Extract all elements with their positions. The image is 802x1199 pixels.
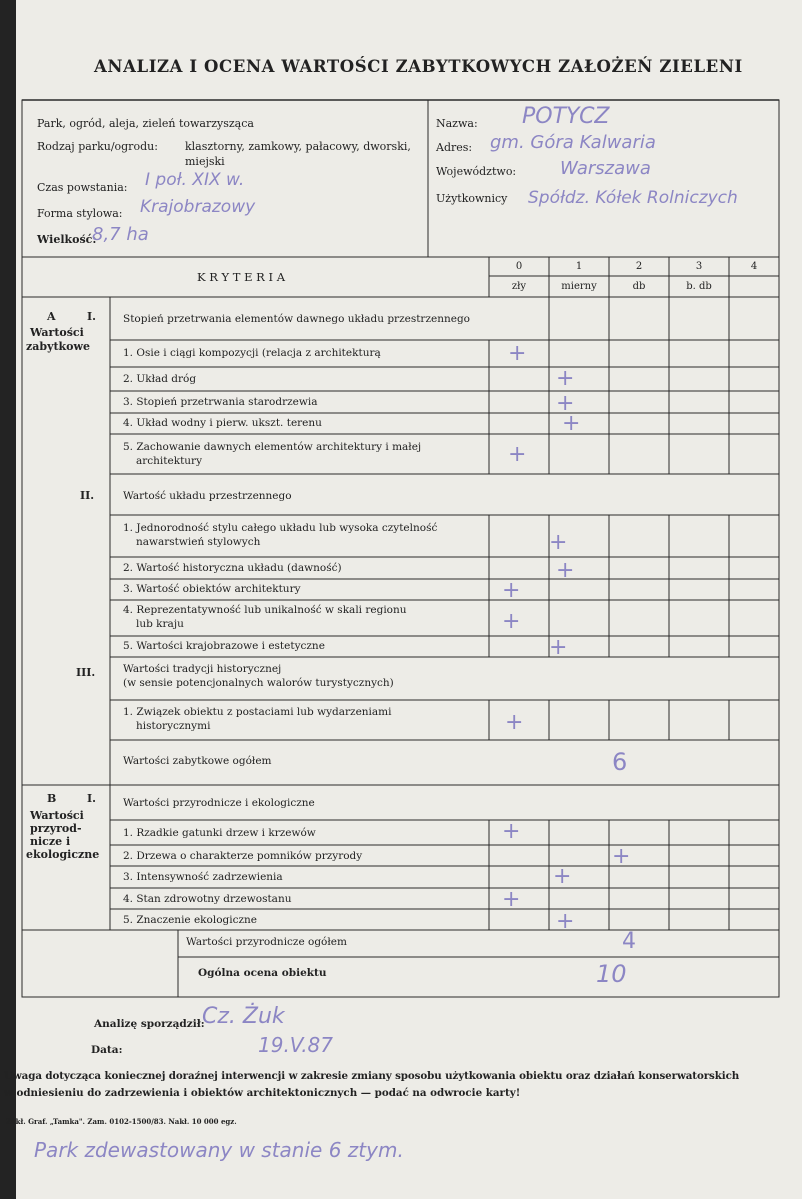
- style-label: Forma stylowa:: [37, 207, 123, 220]
- note-line-1: Uwaga dotycząca koniecznej doraźnej interwencji w zakresie zmiany sposobu użytkowania obiektu oraz działań konserwatorskich: [4, 1070, 740, 1082]
- row-text: 1. Rzadkie gatunki drzew i krzewów: [123, 827, 316, 839]
- row-mark: +: [556, 909, 575, 934]
- row-text: 2. Układ dróg: [123, 373, 197, 385]
- row-text: 2. Wartość historyczna układu (dawność): [123, 562, 342, 574]
- a-total-label: Wartości zabytkowe ogółem: [123, 755, 272, 767]
- col-4-num: 4: [750, 261, 758, 272]
- row-text: 1. Osie i ciągi kompozycji (relacja z architekturą: [123, 347, 381, 359]
- analysis-label: Analizę sporządził:: [94, 1018, 205, 1030]
- row-mark: +: [502, 609, 521, 634]
- row-mark: +: [502, 578, 521, 603]
- section-a-title-2: zabytkowe: [26, 340, 90, 353]
- row-text: 3. Stopień przetrwania starodrzewia: [123, 396, 318, 408]
- row-text: 3. Intensywność zadrzewienia: [123, 871, 283, 883]
- col-2-num: 2: [635, 261, 643, 272]
- row-mark: +: [556, 558, 575, 583]
- row-text: 5. Zachowanie dawnych elementów architektury i małej: [123, 441, 422, 453]
- row-mark: +: [508, 341, 527, 366]
- b-total-label: Wartości przyrodnicze ogółem: [186, 936, 347, 948]
- col-0-label: zły: [511, 281, 527, 292]
- section-b-i-title: Wartości przyrodnicze i ekologiczne: [123, 797, 315, 809]
- kind-label: Rodzaj parku/ogrodu:: [37, 140, 158, 153]
- voivodeship-value: Warszawa: [560, 158, 651, 179]
- address-label: Adres:: [436, 141, 473, 154]
- overall-label: Ogólna ocena obiektu: [198, 967, 327, 979]
- row-text-2: nawarstwień stylowych: [136, 536, 261, 548]
- row-text: 2. Drzewa o charakterze pomników przyrody: [123, 850, 363, 862]
- section-a-i: I.: [87, 310, 96, 323]
- style-value: Krajobrazowy: [140, 197, 256, 217]
- section-b-letter: B: [47, 792, 57, 805]
- row-text: 3. Wartość obiektów architektury: [123, 583, 301, 595]
- row-text-2: historycznymi: [136, 720, 211, 732]
- overall-value: 10: [596, 960, 627, 988]
- row-mark: +: [508, 442, 527, 467]
- row-mark: +: [502, 887, 521, 912]
- name-label: Nazwa:: [436, 117, 478, 130]
- row-mark: +: [549, 530, 568, 555]
- col-2-label: db: [632, 281, 646, 292]
- section-b-title-2: przyrod-: [30, 822, 82, 835]
- analysis-signature: Cz. Żuk: [202, 1004, 285, 1029]
- b-total-value: 4: [622, 929, 636, 954]
- row-mark: +: [505, 710, 524, 735]
- section-iii-title: Wartości tradycji historycznej: [123, 663, 282, 675]
- note-line-2: w odniesieniu do zadrzewienia i obiektów architektonicznych — podać na odwrocie karty!: [4, 1087, 521, 1099]
- section-b-i: I.: [87, 792, 96, 805]
- row-mark: +: [556, 366, 575, 391]
- col-3-num: 3: [695, 261, 703, 272]
- section-a-letter: A: [47, 310, 56, 323]
- printer-info: Zakł. Graf. „Tamka". Zam. 0102-1500/83. Nakł. 10 000 egz.: [6, 1117, 237, 1126]
- row-mark: +: [553, 864, 572, 889]
- criteria-label: K R Y T E R I A: [197, 270, 286, 284]
- col-0-num: 0: [515, 261, 523, 272]
- section-a-iii: III.: [76, 666, 96, 679]
- users-label: Użytkownicy: [436, 192, 508, 205]
- size-value: 8,7 ha: [92, 224, 149, 245]
- created-label: Czas powstania:: [37, 181, 128, 194]
- created-value: I poł. XIX w.: [145, 170, 245, 190]
- handwritten-note: Park zdewastowany w stanie 6 ztym.: [34, 1138, 404, 1162]
- row-mark: +: [556, 391, 575, 416]
- name-value: POTYCZ: [522, 104, 610, 129]
- section-b-title-3: nicze i: [30, 835, 71, 848]
- row-text: 4. Stan zdrowotny drzewostanu: [123, 893, 292, 905]
- row-mark: +: [502, 819, 521, 844]
- row-text: 4. Reprezentatywność lub unikalność w skali regionu: [123, 604, 407, 616]
- row-text-2: architektury: [136, 455, 203, 467]
- date-value: 19.V.87: [258, 1033, 333, 1057]
- section-i-title: Stopień przetrwania elementów dawnego układu przestrzennego: [123, 313, 470, 325]
- section-iii-title-2: (w sensie potencjonalnych walorów turystycznych): [123, 677, 394, 689]
- users-value: Spółdz. Kółek Rolniczych: [528, 188, 738, 208]
- row-text: 4. Układ wodny i pierw. ukszt. terenu: [123, 417, 322, 429]
- size-label: Wielkość:: [37, 233, 97, 246]
- a-total-value: 6: [612, 748, 628, 776]
- date-label: Data:: [91, 1044, 123, 1056]
- kind-values-2: miejski: [185, 155, 225, 168]
- section-a-ii: II.: [80, 489, 95, 502]
- voivodeship-label: Województwo:: [436, 165, 517, 178]
- row-mark: +: [549, 635, 568, 660]
- section-b-title-4: ekologiczne: [26, 848, 100, 861]
- row-mark: +: [562, 411, 581, 436]
- row-text: 5. Znaczenie ekologiczne: [123, 914, 258, 926]
- kind-values: klasztorny, zamkowy, pałacowy, dworski,: [185, 140, 411, 153]
- col-1-label: mierny: [561, 281, 597, 292]
- row-mark: +: [612, 844, 631, 869]
- row-text: 5. Wartości krajobrazowe i estetyczne: [123, 640, 325, 652]
- address-value: gm. Góra Kalwaria: [490, 132, 656, 153]
- form-title: ANALIZA I OCENA WARTOŚCI ZABYTKOWYCH ZAŁOŻEŃ ZIELENI: [94, 57, 743, 76]
- row-text-2: lub kraju: [136, 618, 184, 630]
- col-1-num: 1: [575, 261, 583, 272]
- section-a-title: Wartości: [30, 326, 84, 339]
- section-ii-title: Wartość układu przestrzennego: [123, 490, 292, 502]
- row-text: 1. Jednorodność stylu całego układu lub wysoka czytelność: [123, 522, 438, 534]
- park-type-label: Park, ogród, aleja, zieleń towarzysząca: [37, 117, 254, 130]
- col-3-label: b. db: [686, 281, 712, 292]
- row-text: 1. Związek obiektu z postaciami lub wydarzeniami: [123, 706, 392, 718]
- section-b-title: Wartości: [30, 809, 84, 822]
